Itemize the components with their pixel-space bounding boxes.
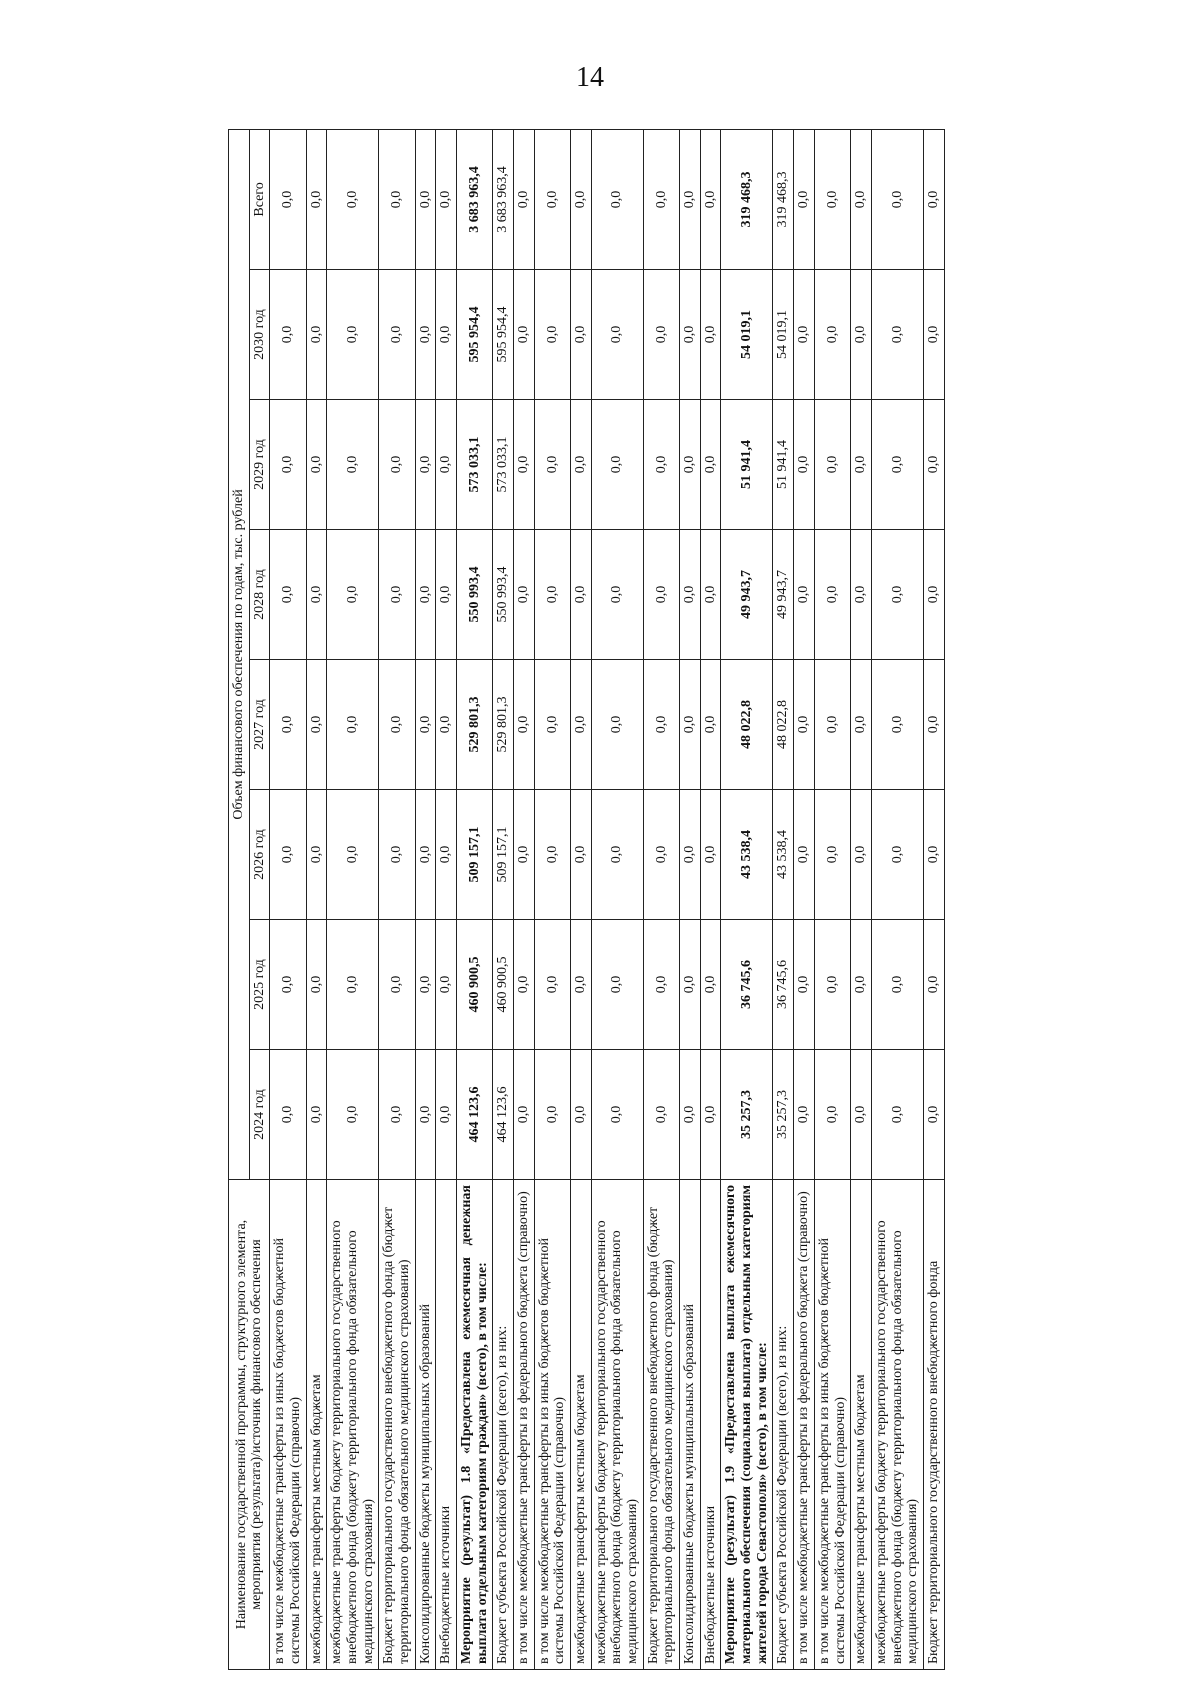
row-year-value: 0,0 bbox=[851, 400, 872, 530]
row-year-value: 0,0 bbox=[306, 790, 327, 920]
row-year-value: 0,0 bbox=[415, 790, 436, 920]
row-year-value: 54 019,1 bbox=[721, 270, 773, 400]
row-source-name: в том числе межбюджетные трансферты из иных бюджетов бюджетной системы Российской Федерации (справочно) bbox=[814, 1180, 850, 1670]
row-total-value: 0,0 bbox=[680, 129, 701, 269]
row-year-value: 0,0 bbox=[514, 400, 535, 530]
row-year-value: 0,0 bbox=[591, 400, 643, 530]
table-row bbox=[680, 129, 701, 1669]
row-total-value: 0,0 bbox=[571, 129, 592, 269]
row-source-name: Бюджет территориального государственного внебюджетного фонда (бюджет территориального фонда обязательного медицинского страхования) bbox=[643, 1180, 679, 1670]
row-year-value: 49 943,7 bbox=[721, 530, 773, 660]
row-year-value: 0,0 bbox=[436, 400, 457, 530]
row-source-name: межбюджетные трансферты бюджету территориального государственного внебюджетного фонда (бюджету территориального фонда обязательного медицинского страхования) bbox=[327, 1180, 379, 1670]
table-row bbox=[514, 129, 535, 1669]
row-year-value: 43 538,4 bbox=[773, 790, 794, 920]
row-year-value: 0,0 bbox=[871, 660, 923, 790]
row-year-value: 0,0 bbox=[814, 270, 850, 400]
row-source-name: межбюджетные трансферты местным бюджетам bbox=[851, 1180, 872, 1670]
row-year-value: 0,0 bbox=[436, 920, 457, 1050]
row-year-value: 0,0 bbox=[923, 400, 944, 530]
row-total-value: 0,0 bbox=[327, 129, 379, 269]
row-year-value: 0,0 bbox=[794, 660, 815, 790]
row-year-value: 0,0 bbox=[571, 660, 592, 790]
row-year-value: 0,0 bbox=[306, 1050, 327, 1180]
row-year-value: 0,0 bbox=[379, 400, 415, 530]
row-year-value: 0,0 bbox=[680, 530, 701, 660]
row-year-value: 0,0 bbox=[571, 1050, 592, 1180]
row-year-value: 0,0 bbox=[415, 530, 436, 660]
row-year-value: 0,0 bbox=[514, 920, 535, 1050]
year-header: 2027 год bbox=[249, 660, 270, 790]
row-total-value: 3 683 963,4 bbox=[493, 129, 514, 269]
row-source-name: Внебюджетные источники bbox=[700, 1180, 721, 1670]
row-year-value: 0,0 bbox=[327, 660, 379, 790]
row-year-value: 0,0 bbox=[306, 270, 327, 400]
row-year-value: 51 941,4 bbox=[773, 400, 794, 530]
row-year-value: 0,0 bbox=[436, 660, 457, 790]
funding-group-header: Объем финансового обеспечения по годам, тыс. рублей bbox=[229, 129, 250, 1179]
row-year-value: 464 123,6 bbox=[493, 1050, 514, 1180]
table-row bbox=[534, 129, 570, 1669]
row-year-value: 0,0 bbox=[327, 530, 379, 660]
row-year-value: 0,0 bbox=[794, 1050, 815, 1180]
row-total-value: 0,0 bbox=[794, 129, 815, 269]
row-year-value: 550 993,4 bbox=[457, 530, 493, 660]
row-total-value: 0,0 bbox=[700, 129, 721, 269]
row-year-value: 0,0 bbox=[680, 920, 701, 1050]
row-year-value: 0,0 bbox=[415, 920, 436, 1050]
row-year-value: 48 022,8 bbox=[773, 660, 794, 790]
row-year-value: 0,0 bbox=[923, 530, 944, 660]
table-row bbox=[721, 129, 773, 1669]
row-source-name: межбюджетные трансферты бюджету территориального государственного внебюджетного фонда (бюджету территориального фонда обязательного медицинского страхования) bbox=[871, 1180, 923, 1670]
row-year-value: 0,0 bbox=[643, 400, 679, 530]
row-year-value: 0,0 bbox=[700, 920, 721, 1050]
row-year-value: 0,0 bbox=[534, 1050, 570, 1180]
row-year-value: 0,0 bbox=[534, 270, 570, 400]
row-source-name: Внебюджетные источники bbox=[436, 1180, 457, 1670]
table-row bbox=[794, 129, 815, 1669]
row-year-value: 573 033,1 bbox=[457, 400, 493, 530]
row-total-value: 0,0 bbox=[436, 129, 457, 269]
row-year-value: 0,0 bbox=[794, 530, 815, 660]
row-year-value: 0,0 bbox=[814, 660, 850, 790]
row-year-value: 0,0 bbox=[680, 400, 701, 530]
row-year-value: 0,0 bbox=[814, 530, 850, 660]
row-year-value: 0,0 bbox=[270, 920, 306, 1050]
row-total-value: 0,0 bbox=[643, 129, 679, 269]
row-year-value: 0,0 bbox=[871, 400, 923, 530]
year-header: 2028 год bbox=[249, 530, 270, 660]
row-source-name: межбюджетные трансферты бюджету территориального государственного внебюджетного фонда (бюджету территориального фонда обязательного медицинского страхования) bbox=[591, 1180, 643, 1670]
row-year-value: 0,0 bbox=[851, 1050, 872, 1180]
row-source-name: Бюджет территориального государственного внебюджетного фонда bbox=[923, 1180, 944, 1670]
row-year-value: 0,0 bbox=[415, 270, 436, 400]
year-header: 2030 год bbox=[249, 270, 270, 400]
row-year-value: 0,0 bbox=[327, 920, 379, 1050]
row-total-value: 0,0 bbox=[591, 129, 643, 269]
row-year-value: 529 801,3 bbox=[457, 660, 493, 790]
row-year-value: 0,0 bbox=[871, 920, 923, 1050]
row-source-name: в том числе межбюджетные трансферты из федерального бюджета (справочно) bbox=[514, 1180, 535, 1670]
row-year-value: 0,0 bbox=[415, 400, 436, 530]
row-year-value: 51 941,4 bbox=[721, 400, 773, 530]
table-row bbox=[773, 129, 794, 1669]
row-year-value: 0,0 bbox=[571, 790, 592, 920]
row-year-value: 0,0 bbox=[327, 790, 379, 920]
row-year-value: 573 033,1 bbox=[493, 400, 514, 530]
row-year-value: 0,0 bbox=[270, 660, 306, 790]
row-source-name: межбюджетные трансферты местным бюджетам bbox=[306, 1180, 327, 1670]
row-year-value: 0,0 bbox=[514, 1050, 535, 1180]
row-year-value: 0,0 bbox=[923, 270, 944, 400]
row-year-value: 0,0 bbox=[871, 270, 923, 400]
row-year-value: 0,0 bbox=[534, 660, 570, 790]
row-year-value: 0,0 bbox=[534, 530, 570, 660]
row-year-value: 0,0 bbox=[379, 660, 415, 790]
row-year-value: 0,0 bbox=[534, 920, 570, 1050]
row-total-value: 0,0 bbox=[534, 129, 570, 269]
row-year-value: 0,0 bbox=[436, 790, 457, 920]
year-header: 2029 год bbox=[249, 400, 270, 530]
row-year-value: 595 954,4 bbox=[493, 270, 514, 400]
row-year-value: 0,0 bbox=[700, 1050, 721, 1180]
row-year-value: 460 900,5 bbox=[493, 920, 514, 1050]
row-year-value: 0,0 bbox=[700, 270, 721, 400]
row-total-value: 0,0 bbox=[415, 129, 436, 269]
header-row-group bbox=[229, 129, 250, 1669]
row-source-name: Бюджет субъекта Российской Федерации (всего), из них: bbox=[493, 1180, 514, 1670]
row-year-value: 0,0 bbox=[436, 530, 457, 660]
table-body bbox=[270, 129, 944, 1669]
row-year-value: 36 745,6 bbox=[721, 920, 773, 1050]
table-row bbox=[270, 129, 306, 1669]
row-year-value: 0,0 bbox=[571, 400, 592, 530]
row-year-value: 0,0 bbox=[680, 790, 701, 920]
row-year-value: 0,0 bbox=[379, 920, 415, 1050]
row-year-value: 0,0 bbox=[306, 530, 327, 660]
row-year-value: 0,0 bbox=[700, 790, 721, 920]
row-source-name: Бюджет субъекта Российской Федерации (всего), из них: bbox=[773, 1180, 794, 1670]
funding-table-container bbox=[228, 130, 1158, 1670]
row-year-value: 0,0 bbox=[415, 1050, 436, 1180]
row-year-value: 550 993,4 bbox=[493, 530, 514, 660]
row-year-value: 0,0 bbox=[327, 270, 379, 400]
table-row bbox=[871, 129, 923, 1669]
total-header: Всего bbox=[249, 129, 270, 269]
page-number: 14 bbox=[576, 62, 604, 93]
row-total-value: 319 468,3 bbox=[773, 129, 794, 269]
row-year-value: 0,0 bbox=[643, 1050, 679, 1180]
row-year-value: 54 019,1 bbox=[773, 270, 794, 400]
table-row bbox=[306, 129, 327, 1669]
row-source-name: Консолидированные бюджеты муниципальных образований bbox=[415, 1180, 436, 1670]
row-year-value: 0,0 bbox=[814, 1050, 850, 1180]
table-row bbox=[643, 129, 679, 1669]
row-year-value: 0,0 bbox=[643, 660, 679, 790]
row-year-value: 0,0 bbox=[794, 790, 815, 920]
table-row bbox=[700, 129, 721, 1669]
row-total-value: 0,0 bbox=[851, 129, 872, 269]
row-year-value: 35 257,3 bbox=[773, 1050, 794, 1180]
row-year-value: 48 022,8 bbox=[721, 660, 773, 790]
row-year-value: 0,0 bbox=[591, 660, 643, 790]
row-year-value: 0,0 bbox=[700, 530, 721, 660]
row-source-name: Бюджет территориального государственного внебюджетного фонда (бюджет территориального фонда обязательного медицинского страхования) bbox=[379, 1180, 415, 1670]
row-year-value: 0,0 bbox=[851, 270, 872, 400]
row-year-value: 0,0 bbox=[571, 530, 592, 660]
row-year-value: 529 801,3 bbox=[493, 660, 514, 790]
row-year-value: 0,0 bbox=[270, 270, 306, 400]
row-year-value: 0,0 bbox=[306, 660, 327, 790]
row-year-value: 0,0 bbox=[591, 530, 643, 660]
row-year-value: 0,0 bbox=[436, 270, 457, 400]
table-row bbox=[493, 129, 514, 1669]
row-year-value: 509 157,1 bbox=[457, 790, 493, 920]
row-year-value: 0,0 bbox=[851, 530, 872, 660]
funding-table bbox=[228, 129, 945, 1670]
row-total-value: 0,0 bbox=[923, 129, 944, 269]
row-year-value: 0,0 bbox=[871, 1050, 923, 1180]
table-row bbox=[379, 129, 415, 1669]
table-row bbox=[327, 129, 379, 1669]
row-year-value: 0,0 bbox=[591, 920, 643, 1050]
row-year-value: 35 257,3 bbox=[721, 1050, 773, 1180]
row-year-value: 0,0 bbox=[794, 270, 815, 400]
row-year-value: 0,0 bbox=[871, 530, 923, 660]
row-source-name: Мероприятие (результат) 1.8 «Предоставлена ежемесячная денежная выплата отдельным категориям граждан» (всего), в том числе: bbox=[457, 1180, 493, 1670]
row-source-name: в том числе межбюджетные трансферты из иных бюджетов бюджетной системы Российской Федерации (справочно) bbox=[534, 1180, 570, 1670]
row-year-value: 0,0 bbox=[700, 660, 721, 790]
row-year-value: 460 900,5 bbox=[457, 920, 493, 1050]
row-year-value: 0,0 bbox=[379, 530, 415, 660]
row-year-value: 0,0 bbox=[794, 920, 815, 1050]
row-year-value: 0,0 bbox=[680, 270, 701, 400]
year-header: 2024 год bbox=[249, 1050, 270, 1180]
row-year-value: 0,0 bbox=[923, 660, 944, 790]
name-column-header: Наименование государственной программы, структурного элемента, мероприятия (результата)/источник финансового обеспечения bbox=[229, 1180, 270, 1670]
row-year-value: 36 745,6 bbox=[773, 920, 794, 1050]
row-year-value: 0,0 bbox=[700, 400, 721, 530]
row-year-value: 0,0 bbox=[270, 530, 306, 660]
row-year-value: 0,0 bbox=[534, 400, 570, 530]
row-year-value: 0,0 bbox=[814, 790, 850, 920]
row-year-value: 0,0 bbox=[851, 920, 872, 1050]
row-year-value: 464 123,6 bbox=[457, 1050, 493, 1180]
row-year-value: 0,0 bbox=[814, 920, 850, 1050]
row-year-value: 0,0 bbox=[327, 400, 379, 530]
year-header: 2026 год bbox=[249, 790, 270, 920]
row-year-value: 0,0 bbox=[851, 790, 872, 920]
row-year-value: 0,0 bbox=[534, 790, 570, 920]
row-year-value: 0,0 bbox=[794, 400, 815, 530]
row-year-value: 0,0 bbox=[643, 920, 679, 1050]
row-year-value: 0,0 bbox=[851, 660, 872, 790]
row-year-value: 0,0 bbox=[514, 660, 535, 790]
row-year-value: 0,0 bbox=[591, 270, 643, 400]
row-year-value: 0,0 bbox=[871, 790, 923, 920]
row-year-value: 0,0 bbox=[643, 790, 679, 920]
row-year-value: 0,0 bbox=[270, 400, 306, 530]
row-total-value: 0,0 bbox=[514, 129, 535, 269]
row-total-value: 0,0 bbox=[379, 129, 415, 269]
table-row bbox=[814, 129, 850, 1669]
row-year-value: 0,0 bbox=[514, 270, 535, 400]
year-header: 2025 год bbox=[249, 920, 270, 1050]
row-year-value: 0,0 bbox=[514, 790, 535, 920]
row-year-value: 0,0 bbox=[514, 530, 535, 660]
row-total-value: 319 468,3 bbox=[721, 129, 773, 269]
table-row bbox=[851, 129, 872, 1669]
row-source-name: межбюджетные трансферты местным бюджетам bbox=[571, 1180, 592, 1670]
row-year-value: 0,0 bbox=[680, 1050, 701, 1180]
table-row bbox=[415, 129, 436, 1669]
table-row bbox=[571, 129, 592, 1669]
table-row bbox=[457, 129, 493, 1669]
row-year-value: 0,0 bbox=[571, 920, 592, 1050]
row-source-name: Консолидированные бюджеты муниципальных образований bbox=[680, 1180, 701, 1670]
row-year-value: 0,0 bbox=[327, 1050, 379, 1180]
row-year-value: 0,0 bbox=[923, 790, 944, 920]
row-year-value: 0,0 bbox=[379, 270, 415, 400]
row-year-value: 0,0 bbox=[643, 530, 679, 660]
row-total-value: 0,0 bbox=[306, 129, 327, 269]
row-year-value: 0,0 bbox=[379, 790, 415, 920]
table-row bbox=[591, 129, 643, 1669]
row-year-value: 0,0 bbox=[923, 920, 944, 1050]
row-total-value: 0,0 bbox=[814, 129, 850, 269]
row-year-value: 0,0 bbox=[680, 660, 701, 790]
row-year-value: 0,0 bbox=[415, 660, 436, 790]
row-year-value: 0,0 bbox=[306, 920, 327, 1050]
row-year-value: 0,0 bbox=[306, 400, 327, 530]
table-row bbox=[436, 129, 457, 1669]
row-total-value: 0,0 bbox=[270, 129, 306, 269]
row-source-name: Мероприятие (результат) 1.9 «Предоставлена выплата ежемесячного материального обеспечения (социальная выплата) отдельным категориям жителей города Севастополя» (всего), в том числе: bbox=[721, 1180, 773, 1670]
row-year-value: 595 954,4 bbox=[457, 270, 493, 400]
row-year-value: 0,0 bbox=[270, 790, 306, 920]
row-year-value: 0,0 bbox=[923, 1050, 944, 1180]
row-total-value: 3 683 963,4 bbox=[457, 129, 493, 269]
row-year-value: 0,0 bbox=[591, 1050, 643, 1180]
row-year-value: 0,0 bbox=[436, 1050, 457, 1180]
row-year-value: 0,0 bbox=[571, 270, 592, 400]
row-year-value: 0,0 bbox=[814, 400, 850, 530]
row-year-value: 0,0 bbox=[591, 790, 643, 920]
row-year-value: 0,0 bbox=[379, 1050, 415, 1180]
row-source-name: в том числе межбюджетные трансферты из федерального бюджета (справочно) bbox=[794, 1180, 815, 1670]
row-year-value: 509 157,1 bbox=[493, 790, 514, 920]
row-year-value: 43 538,4 bbox=[721, 790, 773, 920]
row-source-name: в том числе межбюджетные трансферты из иных бюджетов бюджетной системы Российской Федерации (справочно) bbox=[270, 1180, 306, 1670]
row-total-value: 0,0 bbox=[871, 129, 923, 269]
row-year-value: 49 943,7 bbox=[773, 530, 794, 660]
table-row bbox=[923, 129, 944, 1669]
row-year-value: 0,0 bbox=[643, 270, 679, 400]
row-year-value: 0,0 bbox=[270, 1050, 306, 1180]
